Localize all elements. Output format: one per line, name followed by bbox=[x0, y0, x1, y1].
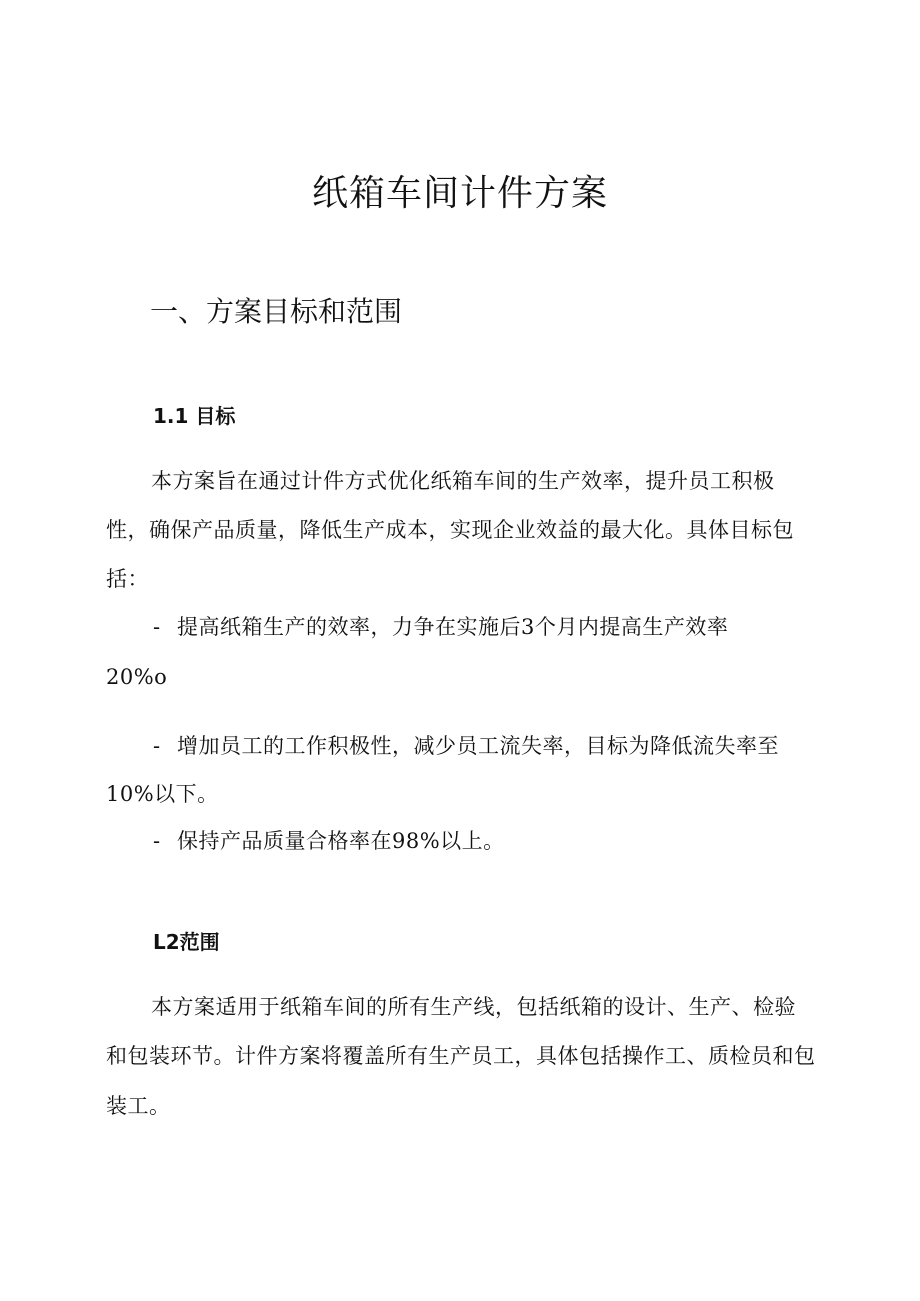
scope-paragraph-line-3: 装工。 bbox=[106, 1094, 171, 1118]
bullet-dash: - bbox=[153, 829, 161, 853]
goal-bullet-efficiency bbox=[153, 612, 728, 642]
scope-paragraph-line-2: 和包装环节。计件方案将覆盖所有生产员工，具体包括操作工、质检员和包 bbox=[106, 1044, 816, 1068]
goals-paragraph-line-1: 本方案旨在通过计件方式优化纸箱车间的生产效率，提升员工积极 bbox=[151, 469, 775, 493]
bullet-dash: - bbox=[153, 615, 161, 639]
goal-bullet-motivation bbox=[153, 731, 779, 761]
goal-bullet-quality bbox=[153, 826, 505, 856]
bullet-dash: - bbox=[153, 734, 161, 758]
goal-bullet-efficiency-text: 提高纸箱生产的效率，力争在实施后3个月内提高生产效率 bbox=[177, 615, 729, 639]
document-title: 纸箱车间计件方案 bbox=[311, 173, 608, 214]
goal-bullet-motivation-text: 增加员工的工作积极性，减少员工流失率，目标为降低流失率至 bbox=[177, 734, 779, 758]
goal-bullet-efficiency-continued: 20%o bbox=[106, 665, 168, 689]
subsection-heading-goals: 1.1 目标 bbox=[153, 404, 236, 428]
goals-paragraph-line-3: 括： bbox=[106, 567, 149, 591]
section-heading-goals-scope: 一、方案目标和范围 bbox=[150, 295, 403, 328]
goal-bullet-quality-text: 保持产品质量合格率在98%以上。 bbox=[177, 829, 505, 853]
subsection-heading-scope: L2范围 bbox=[153, 930, 220, 954]
scope-paragraph-line-1: 本方案适用于纸箱车间的所有生产线，包括纸箱的设计、生产、检验 bbox=[151, 995, 796, 1019]
goals-paragraph-line-2: 性，确保产品质量，降低生产成本，实现企业效益的最大化。具体目标包 bbox=[106, 518, 794, 542]
goal-bullet-motivation-continued: 10%以下。 bbox=[106, 782, 219, 806]
